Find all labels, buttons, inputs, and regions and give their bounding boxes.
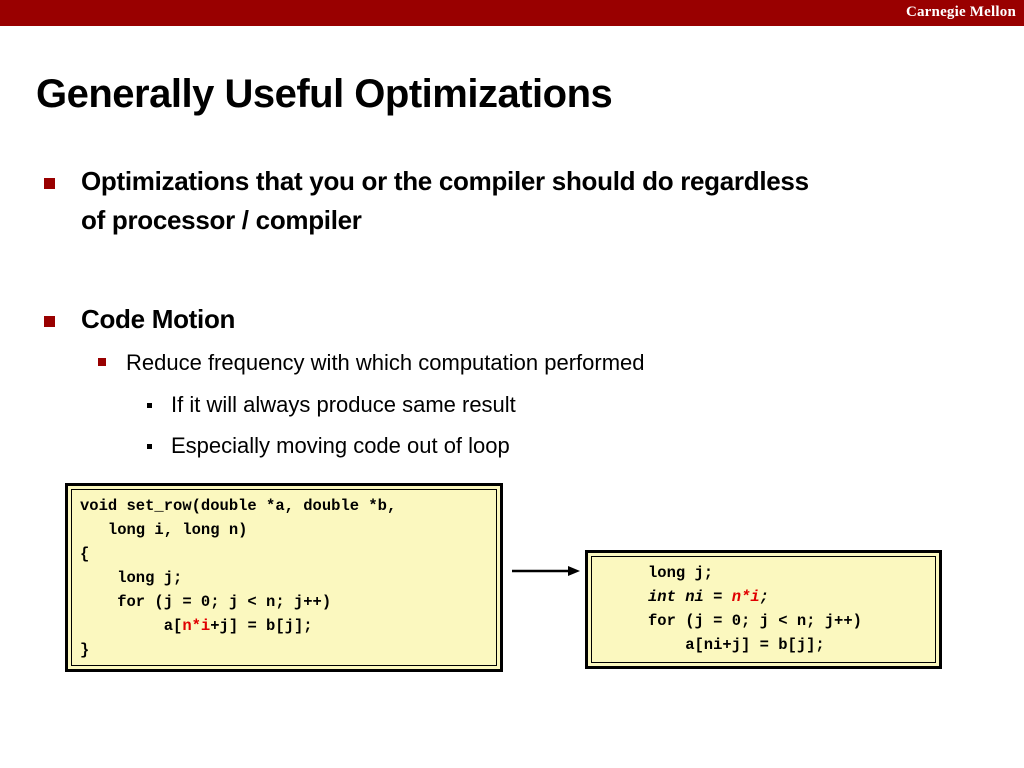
square-bullet-icon: [147, 403, 152, 408]
sub-sub-bullet-text: Especially moving code out of loop: [171, 433, 510, 458]
slide-title: Generally Useful Optimizations: [36, 72, 613, 116]
sub-sub-bullet-item: [171, 390, 516, 420]
bullet-text: Optimizations that you or the compiler should do regardless: [81, 166, 809, 196]
bullet-item-code-motion: [81, 300, 961, 339]
square-bullet-icon: [44, 316, 55, 327]
sub-sub-bullet-item: [171, 431, 510, 461]
sub-bullet-item: [126, 348, 645, 378]
code-block-before: [65, 483, 503, 672]
code-highlight: n*i: [182, 617, 211, 635]
right-arrow-icon: [510, 564, 582, 578]
square-bullet-icon: [44, 178, 55, 189]
bullet-item-optimizations: [81, 162, 961, 240]
sub-bullet-text: Reduce frequency with which computation performed: [126, 350, 645, 375]
sub-sub-bullet-text: If it will always produce same result: [171, 392, 516, 417]
bullet-text: of processor / compiler: [81, 205, 362, 235]
code-before: void set_row(double *a, double *b, long i, long n) { long j; for (j = 0; j < n; j++) a[n*i+j] = b[j]; }: [80, 497, 397, 659]
code-block-after: [585, 550, 942, 669]
bullet-text: Code Motion: [81, 304, 236, 334]
square-bullet-icon: [98, 358, 106, 366]
header-bar: [0, 0, 1024, 26]
code-after: long j; int ni = n*i; for (j = 0; j < n; j++) a[ni+j] = b[j];: [648, 564, 862, 654]
square-bullet-icon: [147, 444, 152, 449]
brand-name: Carnegie Mellon: [905, 4, 1016, 20]
code-highlight: n*i: [731, 588, 760, 606]
